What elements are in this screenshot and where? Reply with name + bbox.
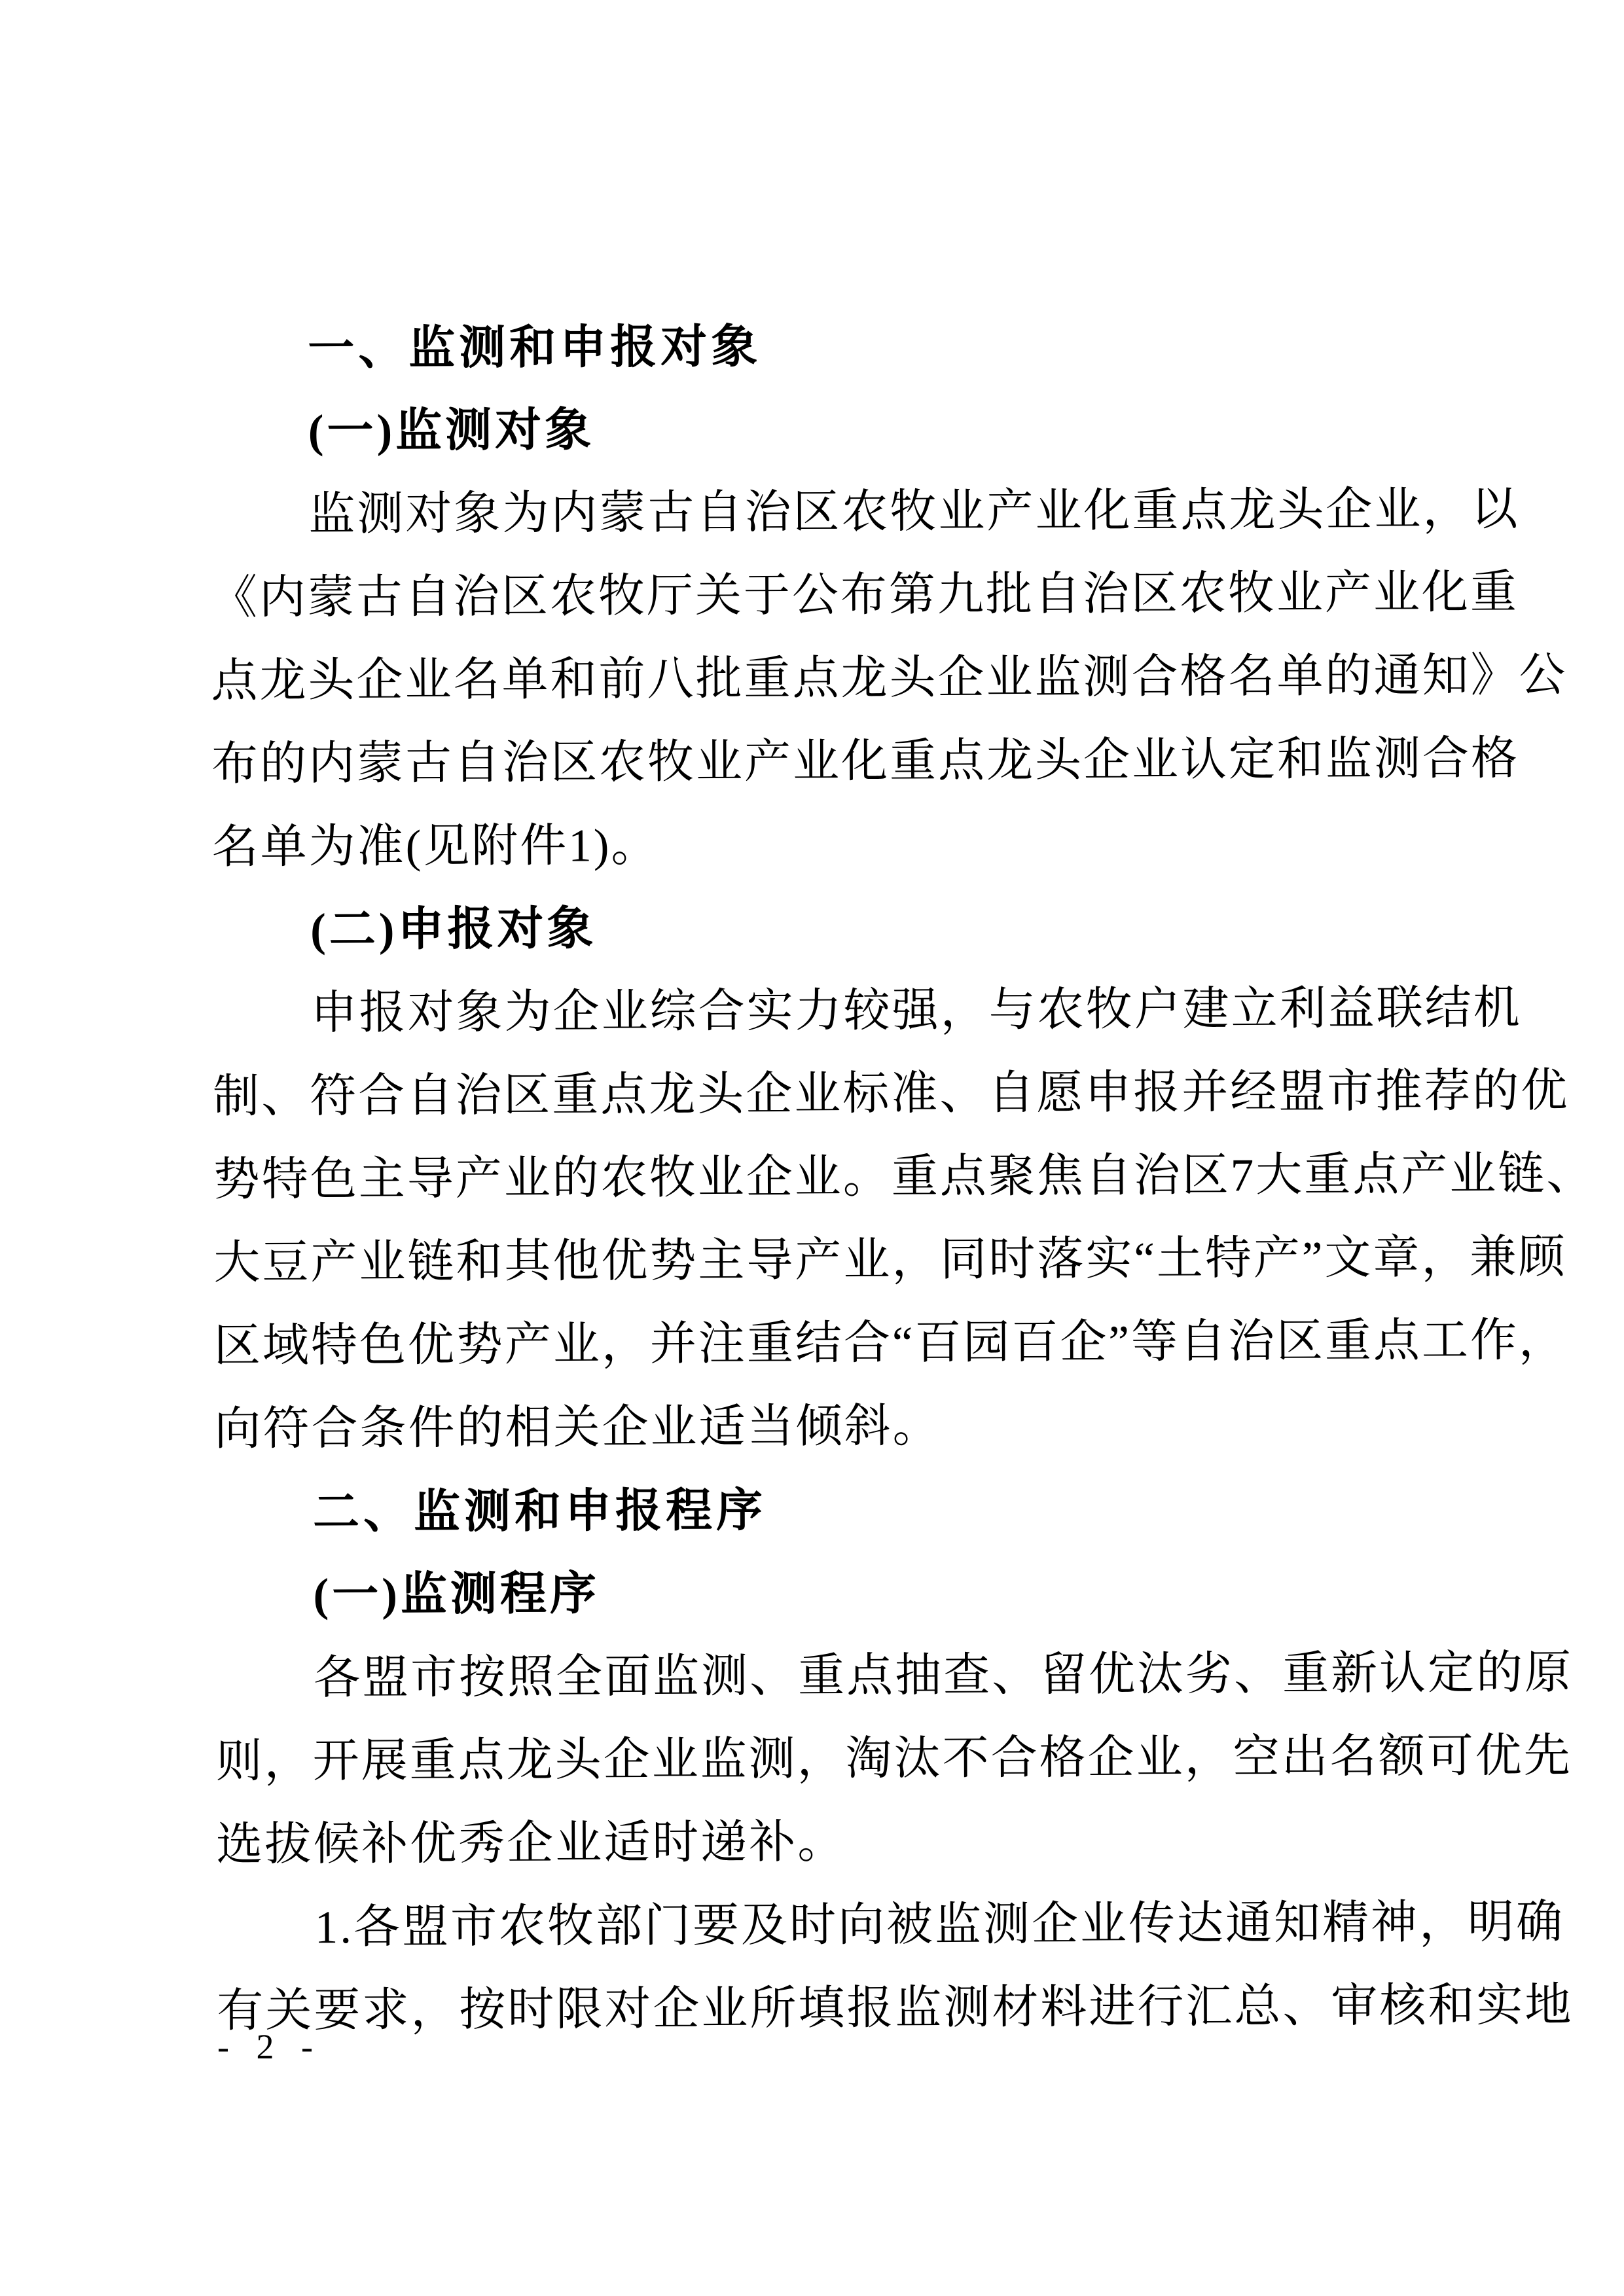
paragraph-line: 名单为准(见附件1)。 (211, 820, 660, 873)
paragraph-line: 布的内蒙古自治区农牧业产业化重点龙头企业认定和监测合格 (211, 733, 1520, 790)
sub-heading-monitoring-procedure: (一)监测程序 (313, 1568, 600, 1621)
sub-heading-monitoring-target: (一)监测对象 (308, 404, 595, 457)
paragraph-line: 向符合条件的相关企业适当倾斜。 (214, 1401, 941, 1455)
paragraph-line: 选拔候补优秀企业适时递补。 (216, 1816, 846, 1871)
paragraph-line: 《内蒙古自治区农牧厅关于公布第九批自治区农牧业产业化重 (210, 567, 1519, 624)
paragraph-line: 监测对象为内蒙古自治区农牧业产业化重点龙头企业，以 (308, 484, 1520, 541)
paragraph-line: 制、符合自治区重点龙头企业标准、自愿申报并经盟市推荐的优 (213, 1065, 1570, 1122)
paragraph-line: 势特色主导产业的农牧业企业。重点聚焦自治区7大重点产业链、 (213, 1148, 1595, 1206)
page-number: - 2 - (217, 2027, 322, 2066)
section-heading-2: 二、监测和申报程序 (312, 1484, 767, 1539)
paragraph-line: 区域特色优势产业，并注重结合“百园百企”等自治区重点工作， (213, 1314, 1568, 1372)
paragraph-line: 各盟市按照全面监测、重点抽查、留优汰劣、重新认定的原 (313, 1647, 1574, 1704)
paragraph-line: 点龙头企业名单和前八批重点龙头企业监测合格名单的通知》公 (211, 649, 1568, 707)
paragraph-line: 有关要求，按时限对企业所填报监测材料进行汇总、审核和实地 (217, 1979, 1574, 2037)
document-body (209, 302, 1595, 2053)
paragraph-line: 则，开展重点龙头企业监测，淘汰不合格企业，空出名额可优先 (215, 1730, 1572, 1787)
paragraph-line: 大豆产业链和其他优势主导产业，同时落实“土特产”文章，兼顾 (213, 1231, 1567, 1289)
sub-heading-application-target: (二)申报对象 (310, 903, 597, 956)
paragraph-line: 1.各盟市农牧部门要及时向被监测企业传达通知精神，明确 (314, 1896, 1565, 1954)
paragraph-line: 申报对象为企业综合实力较强，与农牧户建立利益联结机 (310, 982, 1522, 1039)
section-heading-1: 一、监测和申报对象 (308, 321, 762, 375)
